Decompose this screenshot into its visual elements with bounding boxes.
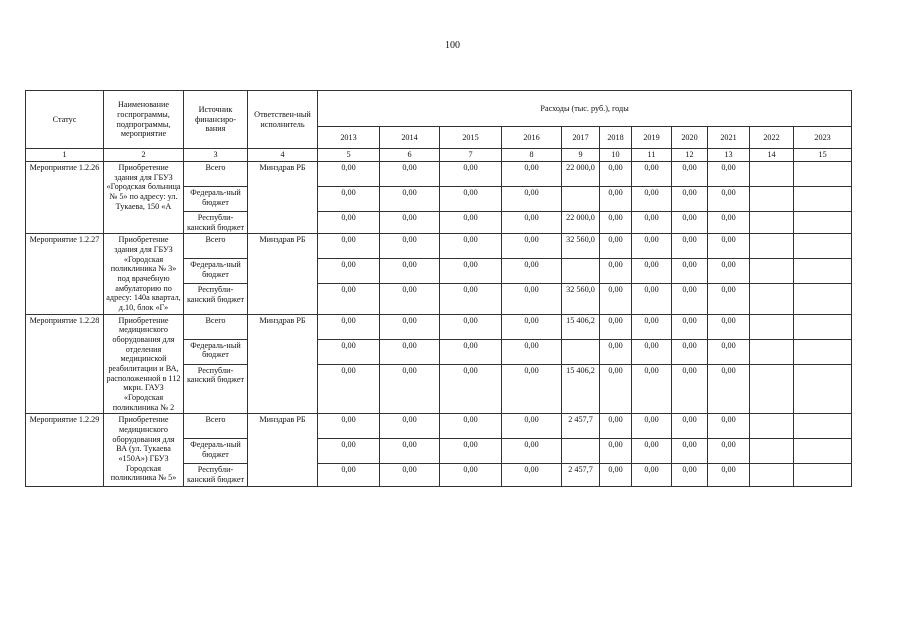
expense-value: 0,00 bbox=[318, 364, 380, 414]
expense-value bbox=[794, 212, 852, 234]
expense-value: 0,00 bbox=[502, 259, 562, 284]
expense-value: 2 457,7 bbox=[562, 464, 600, 486]
event-executor: Минздрав РБ bbox=[248, 414, 318, 486]
column-number: 6 bbox=[380, 149, 440, 162]
page-number: 100 bbox=[445, 40, 460, 51]
expense-value: 15 406,2 bbox=[562, 364, 600, 414]
expense-value: 0,00 bbox=[502, 414, 562, 439]
budget-table bbox=[25, 90, 852, 487]
column-number: 1 bbox=[26, 149, 104, 162]
table-row bbox=[26, 414, 852, 439]
expense-value: 0,00 bbox=[440, 162, 502, 187]
expense-value: 0,00 bbox=[502, 364, 562, 414]
expense-value: 0,00 bbox=[600, 414, 632, 439]
expense-value: 0,00 bbox=[440, 259, 502, 284]
event-name: Приобретение здания для ГБУЗ «Городская поликлиника № 3» под врачебную амбулаторию по адресу: 140а квартал, д.10, блок «Г» bbox=[104, 234, 184, 314]
header-year: 2017 bbox=[562, 127, 600, 149]
event-executor: Минздрав РБ bbox=[248, 314, 318, 414]
expense-value: 0,00 bbox=[440, 364, 502, 414]
expense-value: 0,00 bbox=[380, 314, 440, 339]
expense-value: 0,00 bbox=[440, 234, 502, 259]
header-year: 2021 bbox=[708, 127, 750, 149]
column-number: 12 bbox=[672, 149, 708, 162]
header-year: 2016 bbox=[502, 127, 562, 149]
funding-source: Республи-канский бюджет bbox=[184, 284, 248, 314]
column-number: 13 bbox=[708, 149, 750, 162]
expense-value: 0,00 bbox=[318, 314, 380, 339]
expense-value: 0,00 bbox=[672, 284, 708, 314]
expense-value: 2 457,7 bbox=[562, 414, 600, 439]
expense-value: 0,00 bbox=[502, 284, 562, 314]
expense-value: 0,00 bbox=[380, 212, 440, 234]
expense-value: 0,00 bbox=[632, 162, 672, 187]
expense-value: 22 000,0 bbox=[562, 162, 600, 187]
expense-value: 0,00 bbox=[672, 464, 708, 486]
expense-value: 0,00 bbox=[600, 212, 632, 234]
expense-value: 0,00 bbox=[600, 364, 632, 414]
expense-value: 0,00 bbox=[708, 439, 750, 464]
expense-value: 0,00 bbox=[318, 339, 380, 364]
expense-value: 0,00 bbox=[318, 464, 380, 486]
header-year: 2020 bbox=[672, 127, 708, 149]
expense-value bbox=[750, 259, 794, 284]
funding-source: Всего bbox=[184, 162, 248, 187]
event-executor: Минздрав РБ bbox=[248, 162, 318, 234]
column-number: 8 bbox=[502, 149, 562, 162]
header-year: 2022 bbox=[750, 127, 794, 149]
expense-value: 32 560,0 bbox=[562, 284, 600, 314]
expense-value: 0,00 bbox=[380, 464, 440, 486]
expense-value bbox=[750, 212, 794, 234]
expense-value: 0,00 bbox=[380, 162, 440, 187]
column-number: 5 bbox=[318, 149, 380, 162]
expense-value bbox=[794, 259, 852, 284]
column-number: 3 bbox=[184, 149, 248, 162]
expense-value: 0,00 bbox=[502, 439, 562, 464]
expense-value: 0,00 bbox=[632, 234, 672, 259]
expense-value: 0,00 bbox=[708, 187, 750, 212]
expense-value bbox=[794, 187, 852, 212]
funding-source: Республи-канский бюджет bbox=[184, 464, 248, 486]
expense-value: 0,00 bbox=[502, 234, 562, 259]
expense-value: 0,00 bbox=[632, 284, 672, 314]
expense-value bbox=[750, 162, 794, 187]
header-status: Статус bbox=[26, 91, 104, 149]
expense-value bbox=[750, 284, 794, 314]
header-year: 2018 bbox=[600, 127, 632, 149]
expense-value bbox=[794, 414, 852, 439]
expense-value: 0,00 bbox=[672, 364, 708, 414]
expense-value: 0,00 bbox=[380, 234, 440, 259]
expense-value bbox=[794, 234, 852, 259]
header-year: 2019 bbox=[632, 127, 672, 149]
event-executor: Минздрав РБ bbox=[248, 234, 318, 314]
expense-value: 0,00 bbox=[708, 464, 750, 486]
expense-value: 0,00 bbox=[502, 187, 562, 212]
funding-source: Всего bbox=[184, 234, 248, 259]
expense-value: 0,00 bbox=[632, 364, 672, 414]
expense-value: 0,00 bbox=[632, 414, 672, 439]
expense-value: 0,00 bbox=[380, 187, 440, 212]
expense-value: 0,00 bbox=[672, 212, 708, 234]
expense-value: 0,00 bbox=[600, 162, 632, 187]
expense-value bbox=[750, 414, 794, 439]
expense-value: 0,00 bbox=[632, 259, 672, 284]
expense-value: 0,00 bbox=[318, 162, 380, 187]
expense-value bbox=[794, 162, 852, 187]
event-status: Мероприятие 1.2.26 bbox=[26, 162, 104, 234]
expense-value bbox=[794, 314, 852, 339]
table-row bbox=[26, 314, 852, 339]
expense-value: 0,00 bbox=[672, 162, 708, 187]
expense-value: 0,00 bbox=[600, 439, 632, 464]
expense-value: 0,00 bbox=[672, 414, 708, 439]
expense-value: 0,00 bbox=[600, 234, 632, 259]
expense-value: 0,00 bbox=[632, 314, 672, 339]
header-year: 2013 bbox=[318, 127, 380, 149]
expense-value bbox=[794, 464, 852, 486]
expense-value bbox=[562, 439, 600, 464]
expense-value: 0,00 bbox=[632, 339, 672, 364]
expense-value: 0,00 bbox=[318, 234, 380, 259]
expense-value: 0,00 bbox=[440, 212, 502, 234]
expense-value: 0,00 bbox=[318, 284, 380, 314]
funding-source: Республи-канский бюджет bbox=[184, 364, 248, 414]
expense-value bbox=[794, 284, 852, 314]
expense-value: 15 406,2 bbox=[562, 314, 600, 339]
column-number: 9 bbox=[562, 149, 600, 162]
expense-value: 0,00 bbox=[440, 284, 502, 314]
expense-value: 0,00 bbox=[440, 414, 502, 439]
expense-value: 0,00 bbox=[632, 212, 672, 234]
table-row bbox=[26, 234, 852, 259]
header-source: Источник финансиро-вания bbox=[184, 91, 248, 149]
expense-value: 0,00 bbox=[440, 187, 502, 212]
expense-value: 0,00 bbox=[708, 414, 750, 439]
expense-value: 0,00 bbox=[708, 234, 750, 259]
expense-value bbox=[794, 364, 852, 414]
expense-value: 0,00 bbox=[318, 414, 380, 439]
expense-value: 32 560,0 bbox=[562, 234, 600, 259]
event-status: Мероприятие 1.2.27 bbox=[26, 234, 104, 314]
header-year: 2023 bbox=[794, 127, 852, 149]
column-number: 14 bbox=[750, 149, 794, 162]
expense-value bbox=[750, 339, 794, 364]
expense-value bbox=[750, 314, 794, 339]
funding-source: Федераль-ный бюджет bbox=[184, 259, 248, 284]
table-row bbox=[26, 162, 852, 187]
column-number: 4 bbox=[248, 149, 318, 162]
expense-value: 0,00 bbox=[318, 259, 380, 284]
funding-source: Федераль-ный бюджет bbox=[184, 339, 248, 364]
expense-value: 22 000,0 bbox=[562, 212, 600, 234]
expense-value bbox=[750, 464, 794, 486]
expense-value: 0,00 bbox=[318, 187, 380, 212]
funding-source: Федераль-ный бюджет bbox=[184, 187, 248, 212]
expense-value: 0,00 bbox=[502, 212, 562, 234]
header-year: 2014 bbox=[380, 127, 440, 149]
event-name: Приобретение медицинского оборудования для отделения медицинской реабилитации и ВА, расположенной в 112 мкрн. ГАУЗ «Городская поликлиника № 2 bbox=[104, 314, 184, 414]
expense-value: 0,00 bbox=[632, 464, 672, 486]
expense-value: 0,00 bbox=[672, 439, 708, 464]
column-number: 15 bbox=[794, 149, 852, 162]
funding-source: Всего bbox=[184, 414, 248, 439]
expense-value: 0,00 bbox=[502, 464, 562, 486]
expense-value: 0,00 bbox=[600, 259, 632, 284]
expense-value: 0,00 bbox=[600, 464, 632, 486]
expense-value bbox=[750, 439, 794, 464]
expense-value: 0,00 bbox=[600, 284, 632, 314]
expense-value: 0,00 bbox=[600, 314, 632, 339]
expense-value: 0,00 bbox=[708, 162, 750, 187]
header-executor: Ответствен-ный исполнитель bbox=[248, 91, 318, 149]
expense-value: 0,00 bbox=[502, 339, 562, 364]
expense-value: 0,00 bbox=[708, 314, 750, 339]
expense-value: 0,00 bbox=[672, 259, 708, 284]
column-numbers-row bbox=[26, 149, 852, 162]
expense-value: 0,00 bbox=[440, 339, 502, 364]
funding-source: Республи-канский бюджет bbox=[184, 212, 248, 234]
expense-value: 0,00 bbox=[672, 339, 708, 364]
expense-value: 0,00 bbox=[440, 314, 502, 339]
expense-value bbox=[750, 187, 794, 212]
expense-value: 0,00 bbox=[672, 187, 708, 212]
expense-value: 0,00 bbox=[672, 314, 708, 339]
expense-value: 0,00 bbox=[632, 439, 672, 464]
column-number: 10 bbox=[600, 149, 632, 162]
expense-value: 0,00 bbox=[380, 364, 440, 414]
expense-value bbox=[794, 439, 852, 464]
expense-value: 0,00 bbox=[380, 414, 440, 439]
expense-value: 0,00 bbox=[380, 259, 440, 284]
expense-value: 0,00 bbox=[440, 439, 502, 464]
event-status: Мероприятие 1.2.28 bbox=[26, 314, 104, 414]
expense-value: 0,00 bbox=[600, 187, 632, 212]
expense-value: 0,00 bbox=[672, 234, 708, 259]
expense-value: 0,00 bbox=[380, 439, 440, 464]
expense-value: 0,00 bbox=[600, 339, 632, 364]
column-number: 7 bbox=[440, 149, 502, 162]
expense-value bbox=[750, 234, 794, 259]
expense-value: 0,00 bbox=[502, 162, 562, 187]
expense-value: 0,00 bbox=[440, 464, 502, 486]
event-name: Приобретение здания для ГБУЗ «Городская больница № 5» по адресу: ул. Тукаева, 150 «А bbox=[104, 162, 184, 234]
expense-value: 0,00 bbox=[380, 284, 440, 314]
expense-value bbox=[750, 364, 794, 414]
expense-value bbox=[562, 259, 600, 284]
expense-value: 0,00 bbox=[708, 259, 750, 284]
table-body bbox=[26, 149, 852, 487]
expense-value: 0,00 bbox=[708, 339, 750, 364]
header-name: Наименование госпрограммы, подпрограммы, мероприятие bbox=[104, 91, 184, 149]
expense-value: 0,00 bbox=[318, 212, 380, 234]
column-number: 11 bbox=[632, 149, 672, 162]
expense-value bbox=[562, 187, 600, 212]
header-year: 2015 bbox=[440, 127, 502, 149]
funding-source: Всего bbox=[184, 314, 248, 339]
event-name: Приобретение медицинского оборудования для ВА (ул. Тукаева «150А») ГБУЗ Городская поликлиника № 5» bbox=[104, 414, 184, 486]
expense-value: 0,00 bbox=[380, 339, 440, 364]
expense-value: 0,00 bbox=[708, 284, 750, 314]
expense-value bbox=[562, 339, 600, 364]
expense-value: 0,00 bbox=[318, 439, 380, 464]
expense-value bbox=[794, 339, 852, 364]
expense-value: 0,00 bbox=[708, 364, 750, 414]
expense-value: 0,00 bbox=[632, 187, 672, 212]
funding-source: Федераль-ный бюджет bbox=[184, 439, 248, 464]
header-expenses: Расходы (тыс. руб.), годы bbox=[318, 91, 852, 127]
column-number: 2 bbox=[104, 149, 184, 162]
expense-value: 0,00 bbox=[708, 212, 750, 234]
expense-value: 0,00 bbox=[502, 314, 562, 339]
event-status: Мероприятие 1.2.29 bbox=[26, 414, 104, 486]
